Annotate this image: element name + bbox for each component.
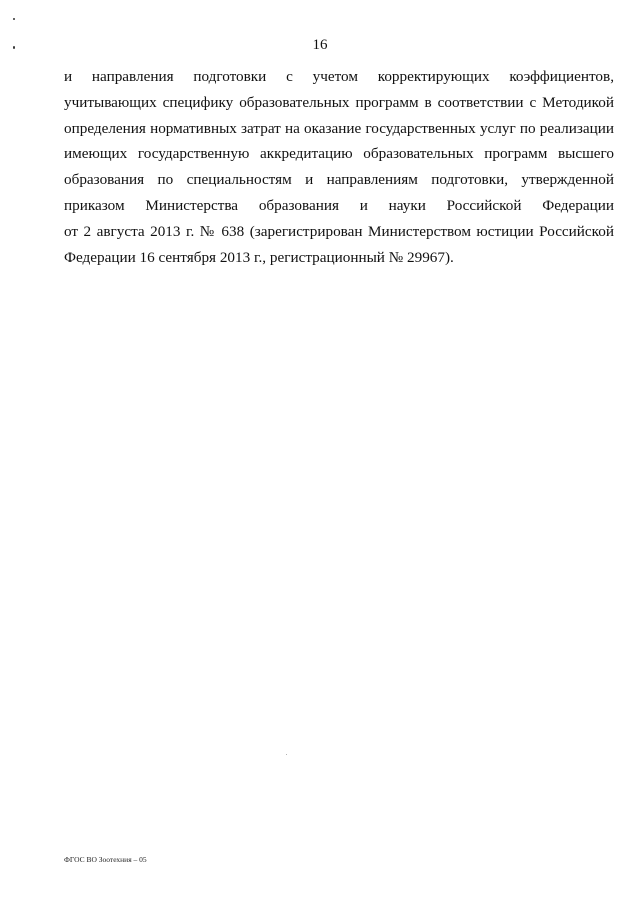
paragraph-line: имеющих государственную аккредитацию образовательных программ высшего xyxy=(64,145,614,163)
document-footer-label: ФГОС ВО Зоотехния – 05 xyxy=(64,855,147,864)
paragraph-line: образования по специальностям и направлениям подготовки, утвержденной xyxy=(64,171,614,189)
paragraph-line: и направления подготовки с учетом корректирующих коэффициентов, xyxy=(64,68,614,85)
paragraph-line: Федерации 16 сентября 2013 г., регистрационный № 29967). xyxy=(64,248,454,266)
paragraph-line: учитывающих специфику образовательных программ в соответствии с Методикой xyxy=(64,93,614,111)
scan-speck xyxy=(286,754,287,755)
page-number: 16 xyxy=(312,37,328,53)
paragraph-line: от 2 августа 2013 г. № 638 (зарегистрирован Министерством юстиции Российской xyxy=(64,222,614,240)
paragraph-line: определения нормативных затрат на оказание государственных услуг по реализации xyxy=(64,119,614,137)
body-paragraph xyxy=(64,64,614,270)
scan-speck xyxy=(13,18,15,20)
paragraph-line: приказом Министерства образования и науки Российской Федерации xyxy=(64,196,614,214)
